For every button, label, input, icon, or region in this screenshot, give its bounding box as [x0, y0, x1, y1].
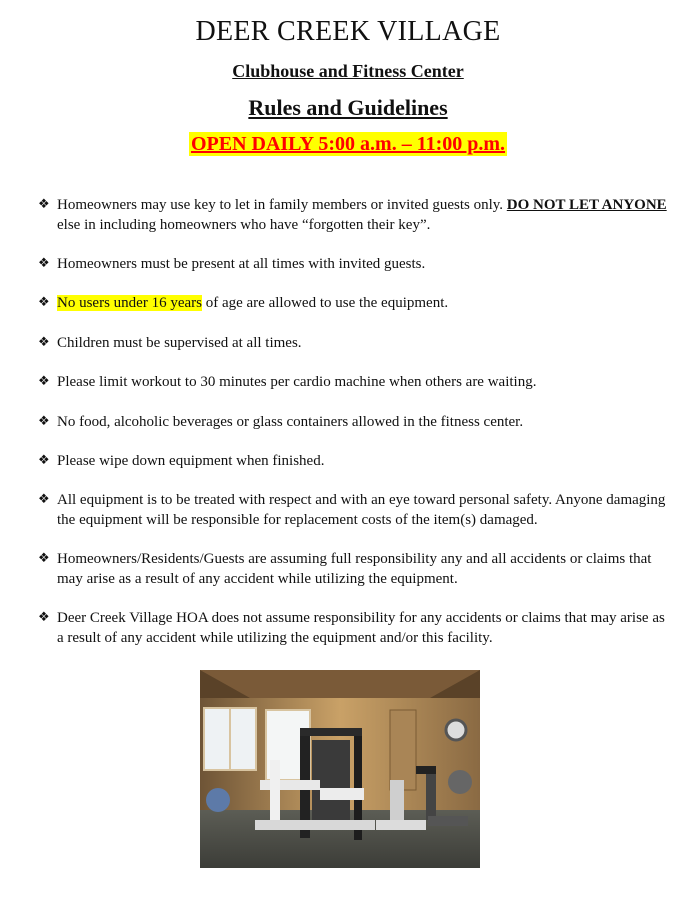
- document-subtitle: Clubhouse and Fitness Center: [232, 61, 464, 81]
- rules-heading: Rules and Guidelines: [248, 95, 448, 120]
- bullet-icon: ❖: [38, 610, 50, 625]
- rule-item: [38, 490, 668, 549]
- rule-item: [38, 254, 668, 293]
- rule-item: [38, 608, 668, 652]
- rule-item: [38, 451, 668, 490]
- bullet-icon: ❖: [38, 256, 50, 271]
- rule-text: All equipment is to be treated with respect and with an eye toward personal safety. Anyone damaging the equipment will be responsible for replacement costs of the item(s) damaged.: [57, 492, 666, 528]
- rule-item: [38, 293, 668, 333]
- bullet-icon: ❖: [38, 492, 50, 507]
- rule-item: [38, 412, 668, 451]
- warning-text: DO NOT LET ANYONE: [506, 197, 667, 213]
- rule-text: Homeowners/Residents/Guests are assuming full responsibility any and all accidents or claims that may arise as a result of any accident while utilizing the equipment.: [57, 551, 652, 587]
- bullet-icon: ❖: [38, 453, 50, 468]
- rule-item: [38, 372, 668, 412]
- rule-text: Please limit workout to 30 minutes per cardio machine when others are waiting.: [57, 374, 537, 390]
- rule-text: Please wipe down equipment when finished.: [57, 453, 325, 469]
- rule-text: Children must be supervised at all times.: [57, 335, 302, 351]
- fitness-center-photo: [200, 670, 480, 868]
- bullet-icon: ❖: [38, 295, 50, 310]
- opening-hours: OPEN DAILY 5:00 a.m. – 11:00 p.m.: [190, 133, 506, 155]
- bullet-icon: ❖: [38, 335, 50, 350]
- rule-item: [38, 333, 668, 372]
- age-highlight: No users under 16 years: [57, 295, 202, 311]
- bullet-icon: ❖: [38, 414, 50, 429]
- rule-text: Homeowners must be present at all times with invited guests.: [57, 256, 426, 272]
- rule-text: Homeowners may use key to let in family members or invited guests only. DO NOT LET ANYONE else in including homeowners who have “forgotten their key”.: [57, 197, 667, 233]
- rule-text: No food, alcoholic beverages or glass containers allowed in the fitness center.: [57, 414, 524, 430]
- bullet-icon: ❖: [38, 197, 50, 212]
- bullet-icon: ❖: [38, 374, 50, 389]
- bullet-icon: ❖: [38, 551, 50, 566]
- hours-banner: [0, 132, 696, 156]
- rule-item: [38, 195, 668, 254]
- document-title: DEER CREEK VILLAGE: [195, 16, 501, 47]
- rule-text: No users under 16 years of age are allowed to use the equipment.: [57, 295, 449, 311]
- rule-text: Deer Creek Village HOA does not assume responsibility for any accidents or claims that may arise as a result of any accident while utilizing the equipment and/or this facility.: [57, 610, 665, 646]
- rules-list: [38, 195, 668, 652]
- rule-item: [38, 549, 668, 608]
